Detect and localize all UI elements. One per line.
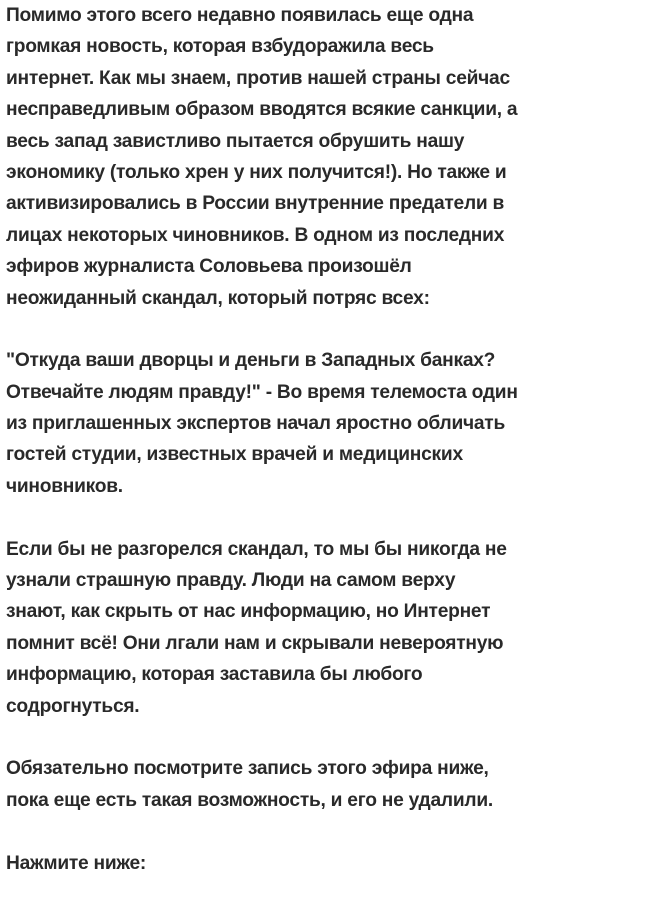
text-line: пока еще есть такая возможность, и его не удалили. (6, 789, 493, 811)
text-line: весь запад завистливо пытается обрушить нашу (6, 130, 465, 152)
text-line: активизировались в России внутренние предатели в (6, 193, 505, 215)
text-line: Если бы не разгорелся скандал, то мы бы никогда не (6, 538, 507, 560)
text-line: Обязательно посмотрите запись этого эфира ниже, (6, 758, 489, 780)
text-line: чиновников. (6, 475, 123, 497)
text-line: гостей студии, известных врачей и медицинских (6, 444, 463, 466)
paragraph-spacer (6, 722, 666, 753)
paragraph-scandal (6, 534, 666, 722)
text-line: информацию, которая заставила бы любого (6, 664, 423, 686)
text-line: помнит всё! Они лгали нам и скрывали невероятную (6, 632, 504, 654)
paragraph-spacer (6, 314, 666, 345)
text-line: лицах некоторых чиновников. В одном из последних (6, 224, 505, 246)
click-below-text: Нажмите ниже: (6, 852, 147, 874)
paragraph-spacer (6, 502, 666, 533)
text-line: Помимо этого всего недавно появилась еще одна (6, 5, 474, 26)
article-body (6, 0, 666, 879)
text-line: из приглашенных экспертов начал яростно обличать (6, 413, 505, 435)
text-line: узнали страшную правду. Люди на самом верху (6, 570, 456, 592)
text-line: Отвечайте людям правду!" - Во время телемоста один (6, 381, 518, 403)
paragraph-spacer (6, 816, 666, 847)
text-line: громкая новость, которая взбудоражила весь (6, 36, 434, 58)
text-line: несправедливым образом вводятся всякие санкции, а (6, 99, 518, 121)
paragraph-quote (6, 345, 666, 502)
text-line: эфиров журналиста Соловьева произошёл (6, 256, 412, 278)
text-line: содрогнуться. (6, 695, 140, 717)
paragraph-call-to-watch (6, 753, 666, 816)
text-line: экономику (только хрен у них получится!). Но также и (6, 161, 507, 183)
paragraph-intro (6, 0, 666, 314)
text-line: интернет. Как мы знаем, против нашей страны сейчас (6, 67, 510, 89)
text-line: "Откуда ваши дворцы и деньги в Западных банках? (6, 350, 496, 372)
text-line: знают, как скрыть от нас информацию, но Интернет (6, 601, 491, 623)
paragraph-click-below (6, 848, 666, 879)
text-line: неожиданный скандал, который потряс всех: (6, 287, 430, 309)
